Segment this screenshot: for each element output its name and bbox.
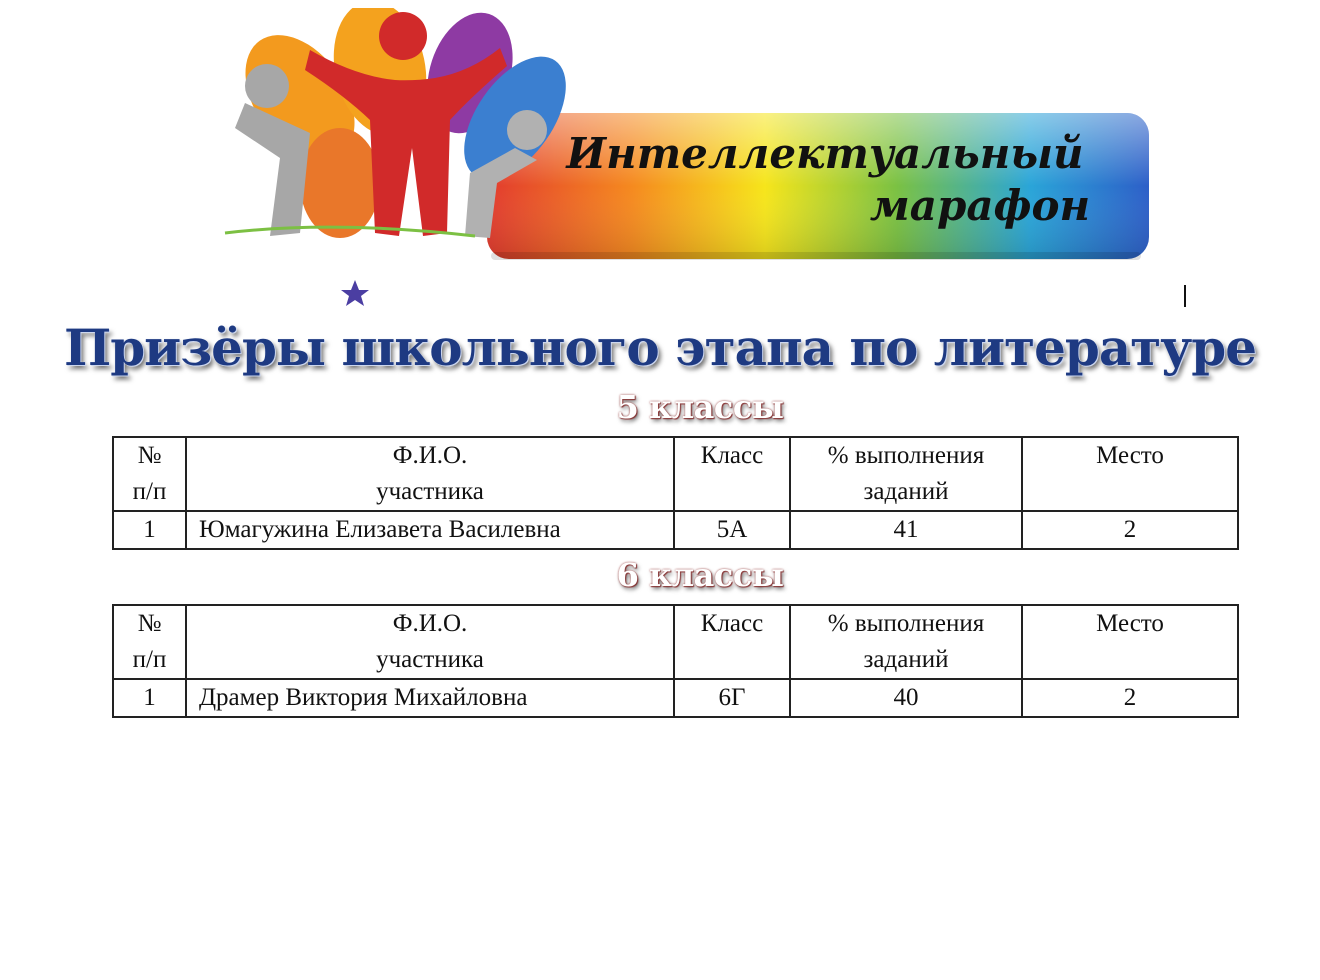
header-name: Ф.И.О. участника: [186, 605, 674, 679]
cell-place: 2: [1022, 511, 1238, 549]
page-title: Призёры школьного этапа по литературе: [63, 318, 1257, 377]
cell-name: Драмер Виктория Михайловна: [186, 679, 674, 717]
table-row: [113, 511, 1238, 549]
section-title-grade5: 5 классы: [616, 388, 784, 426]
cell-percent: 40: [790, 679, 1022, 717]
table-header-row: [113, 437, 1238, 511]
table-row: [113, 679, 1238, 717]
text-cursor: [1184, 285, 1186, 307]
header-num: № п/п: [113, 605, 186, 679]
cell-class: 5А: [674, 511, 790, 549]
results-table-grade5: [112, 436, 1239, 550]
header-percent: % выполнения заданий: [790, 605, 1022, 679]
logo-text-line2: марафон: [869, 181, 1091, 230]
header-class: Класс: [674, 437, 790, 511]
cell-num: 1: [113, 511, 186, 549]
header-place: Место: [1022, 605, 1238, 679]
cell-class: 6Г: [674, 679, 790, 717]
header-name: Ф.И.О. участника: [186, 437, 674, 511]
header-percent: % выполнения заданий: [790, 437, 1022, 511]
marathon-logo: [215, 8, 1160, 308]
logo-text-line1: Интеллектуальный: [566, 129, 1084, 178]
header-place: Место: [1022, 437, 1238, 511]
cell-name: Юмагужина Елизавета Василевна: [186, 511, 674, 549]
results-table-grade6: [112, 604, 1239, 718]
header-class: Класс: [674, 605, 790, 679]
cell-num: 1: [113, 679, 186, 717]
cell-place: 2: [1022, 679, 1238, 717]
section-title-grade6: 6 классы: [616, 556, 784, 594]
cell-percent: 41: [790, 511, 1022, 549]
table-header-row: [113, 605, 1238, 679]
header-num: № п/п: [113, 437, 186, 511]
